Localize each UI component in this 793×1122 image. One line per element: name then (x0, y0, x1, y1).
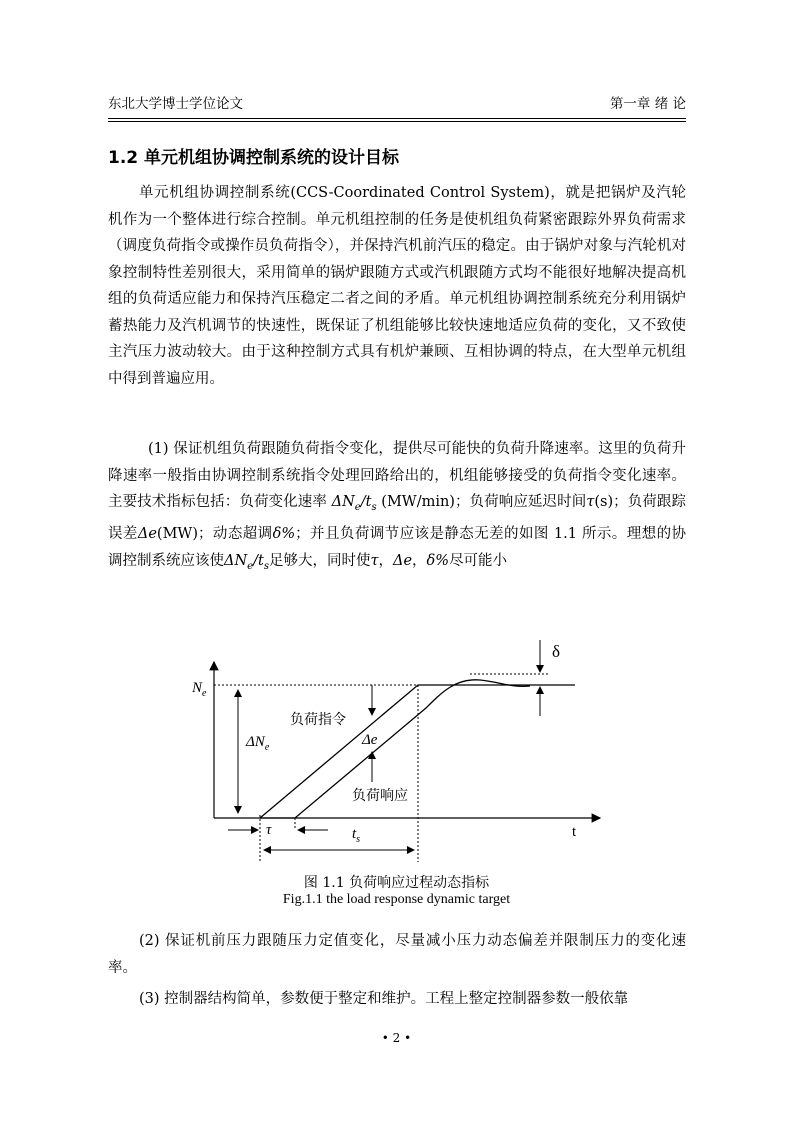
header-university-title: 东北大学博士学位论文 (108, 96, 243, 112)
text-run: ， (378, 552, 393, 569)
text-run: (s)；负荷跟踪误差 (108, 494, 686, 543)
symbol-delta-e-2: Δe (392, 552, 413, 569)
symbol-tau: τ (586, 494, 595, 510)
header-rule-thick (108, 118, 686, 119)
label-load-command: 负荷指令 (290, 712, 346, 728)
section-title: 1.2 单元机组协调控制系统的设计目标 (108, 148, 400, 168)
text-run: 足够大，同时使 (268, 552, 371, 569)
text-run: ；并且负荷调节应该是静态无差的如图 1.1 所示。理想的协调控制系统应该使 (108, 526, 686, 569)
paragraph-objective-2: (2) 保证机前压力跟随压力定值变化，尽量减小压力动态偏差并限制压力的变化速率。 (108, 933, 686, 976)
symbol-delta-pct: δ% (272, 526, 296, 543)
label-t-axis: t (572, 824, 577, 840)
symbol-delta-e: Δe (137, 526, 157, 543)
text-run: (MW)；动态超调 (156, 526, 273, 543)
symbol-tau-2: τ (370, 552, 379, 569)
label-delta: δ (552, 642, 561, 661)
paragraph-intro: 单元机组协调控制系统(CCS-Coordinated Control System)，就是把锅炉及汽轮机作为一个整体进行综合控制。单元机组控制的任务是使机组负荷紧密跟踪外界负荷需求（调度负荷指令或操作员负荷指令），并保持汽机前汽压的稳定。由于锅炉对象与汽轮机对象控制特性差别很大，采用简单的锅炉跟随方式或汽机跟随方式均不能很好地解决提高机组的负荷适应能力和保持汽压稳定二者之间的矛盾。单元机组协调控制系统充分利用锅炉蓄热能力及汽机调节的快速性，既保证了机组能够比较快速地适应负荷的变化，又不致使主汽压力波动较大。由于这种控制方式具有机炉兼顾、互相协调的特点，在大型单元机组中得到普遍应用。 (108, 185, 686, 387)
paragraph-objective-3: (3) 控制器结构简单，参数便于整定和维护。工程上整定控制器参数一般依靠 (139, 991, 629, 1007)
running-header (108, 92, 686, 114)
label-delta-ne: $\Delta N_e$ (246, 734, 270, 753)
header-chapter-title: 第一章 绪 论 (609, 96, 686, 112)
text-run: (MW/min)；负荷响应延迟时间 (376, 494, 587, 510)
figure-caption-en: Fig.1.1 the load response dynamic target (282, 892, 511, 907)
header-rule-thin (108, 121, 686, 122)
text-run: 尽可能小 (449, 552, 508, 569)
symbol-delta-ne-2: $\Delta N_e/t_s$ (224, 552, 269, 572)
symbol-delta-ne: $\Delta N_e/t_s$ (331, 494, 377, 513)
figure-load-response (180, 630, 610, 870)
page-number: • 2 • (381, 1031, 412, 1045)
label-delta-e: Δe (362, 732, 378, 748)
figure-caption-cn: 图 1.1 负荷响应过程动态指标 (303, 875, 490, 891)
label-tau: τ (266, 822, 272, 838)
label-load-response: 负荷响应 (352, 788, 408, 804)
load-response-diagram (180, 630, 610, 870)
text-run: (1) 保证机组负荷跟随负荷指令变化，提供尽可能快的负荷升降速率。这里的负荷升降速率一般指由协调控制系统指令处理回路给出的，机组能够接受的负荷指令变化速率。主要技术指标包括：负荷变化速率 (108, 441, 686, 510)
text-run: ， (412, 552, 427, 569)
label-ts: $t_s$ (352, 826, 361, 845)
paragraph-objective-1 (108, 436, 686, 580)
label-ne: $N_e$ (192, 680, 207, 699)
symbol-delta-pct-2: δ% (426, 552, 450, 569)
